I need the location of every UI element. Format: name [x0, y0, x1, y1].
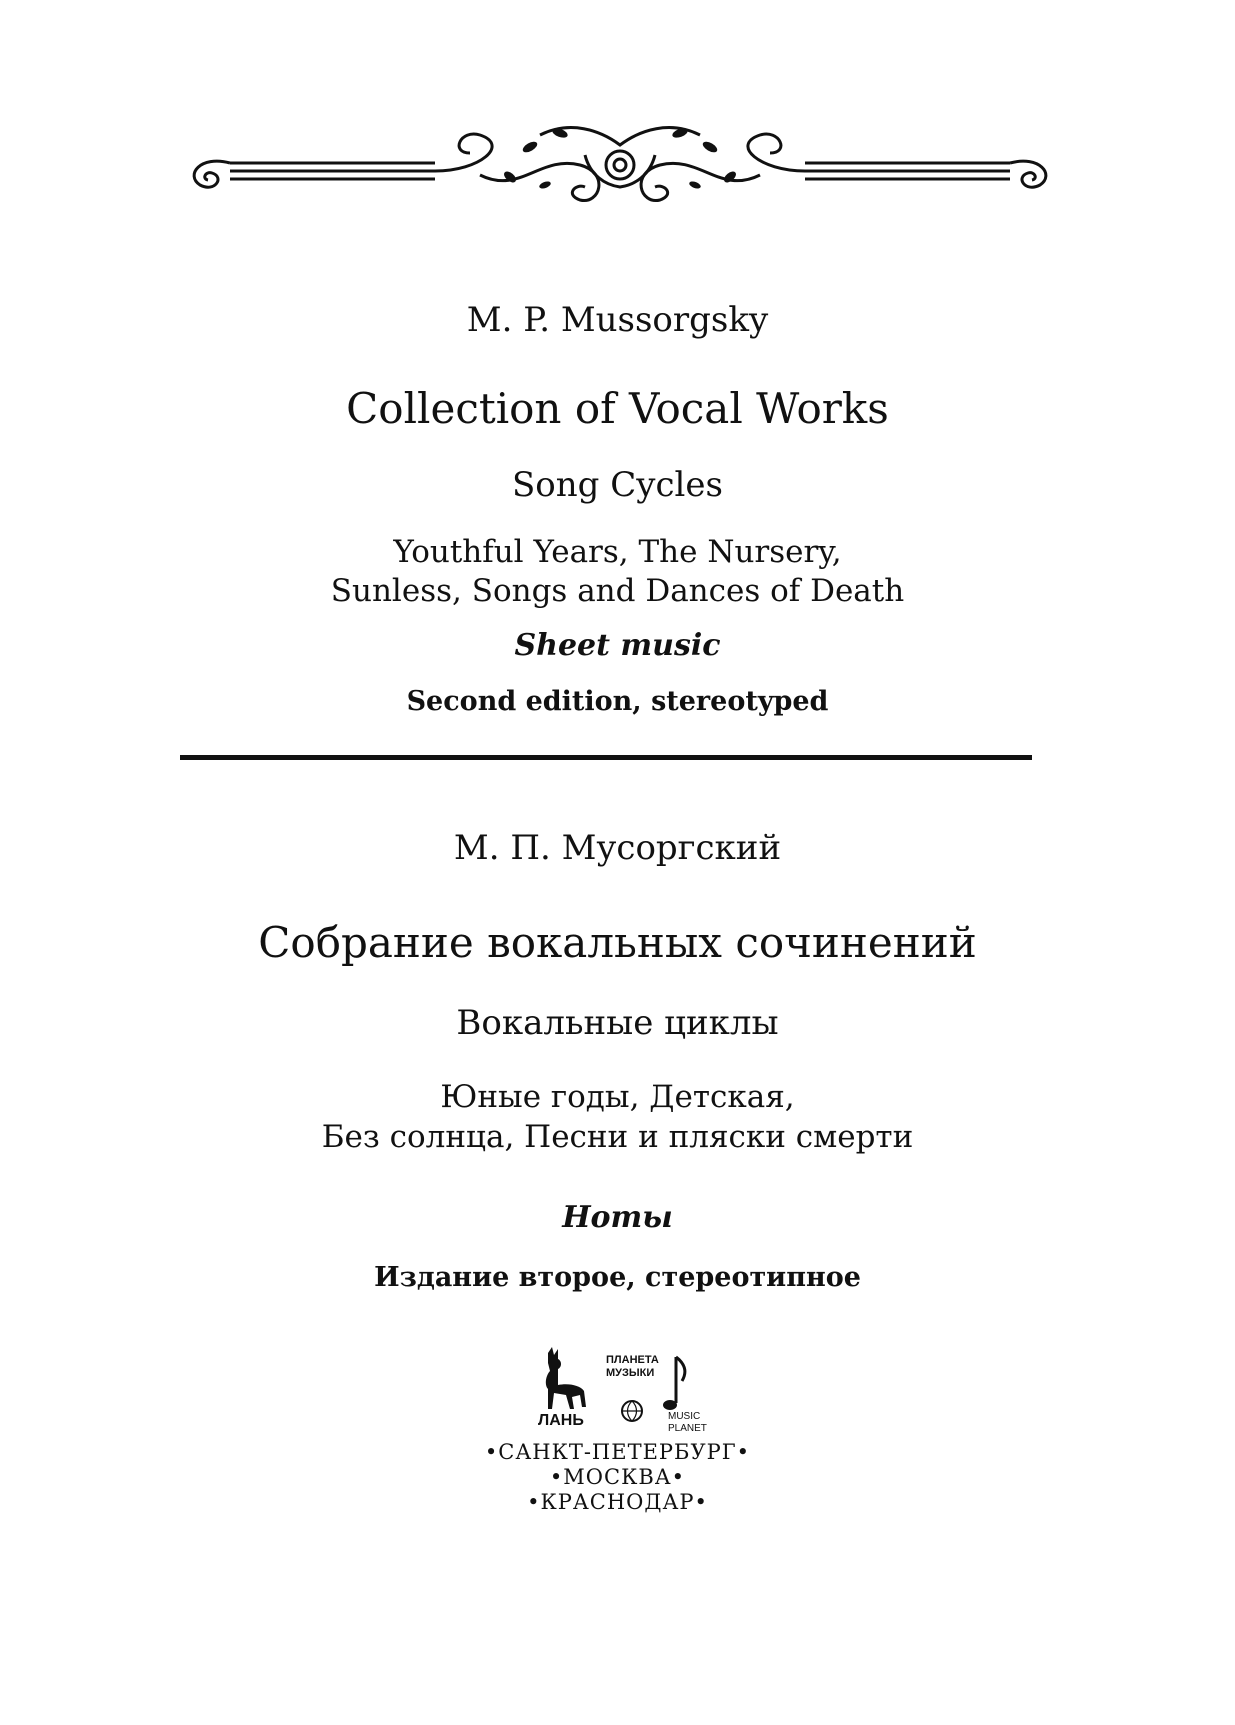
english-cycles-line-1: Youthful Years, The Nursery,	[393, 534, 842, 570]
english-edition: Second edition, stereotyped	[406, 686, 829, 717]
city-2: •МОСКВА•	[549, 1465, 686, 1489]
english-author: M. P. Mussorgsky	[466, 300, 769, 340]
russian-cycles-line-1: Юные годы, Детская,	[440, 1079, 795, 1115]
russian-cycles-line-2: Без солнца, Песни и пляски смерти	[321, 1119, 914, 1155]
logo-text-muzyki: МУЗЫКИ	[606, 1367, 655, 1379]
deer-icon	[546, 1347, 586, 1409]
logo-text-lan: ЛАНЬ	[538, 1412, 584, 1429]
publisher-logo	[528, 1345, 728, 1435]
russian-title: Собрание вокальных сочинений	[258, 918, 977, 967]
decorative-ornament	[180, 115, 1060, 225]
city-3: •КРАСНОДАР•	[527, 1490, 708, 1514]
russian-genre: Ноты	[562, 1200, 673, 1235]
logo-text-music: MUSIC	[668, 1411, 701, 1422]
russian-author: М. П. Мусоргский	[453, 828, 782, 868]
english-genre: Sheet music	[514, 628, 721, 663]
music-note-icon	[676, 1357, 685, 1403]
english-cycles-line-2: Sunless, Songs and Dances of Death	[330, 573, 905, 609]
russian-edition: Издание второе, стереотипное	[374, 1262, 861, 1293]
section-divider	[180, 755, 1032, 760]
english-subtitle: Song Cycles	[512, 465, 723, 505]
english-title: Collection of Vocal Works	[346, 384, 889, 433]
city-1: •САНКТ-ПЕТЕРБУРГ•	[484, 1440, 751, 1464]
logo-text-planeta: ПЛАНЕТА	[606, 1354, 659, 1366]
logo-text-planet: PLANET	[668, 1423, 707, 1434]
russian-subtitle: Вокальные циклы	[456, 1003, 779, 1043]
